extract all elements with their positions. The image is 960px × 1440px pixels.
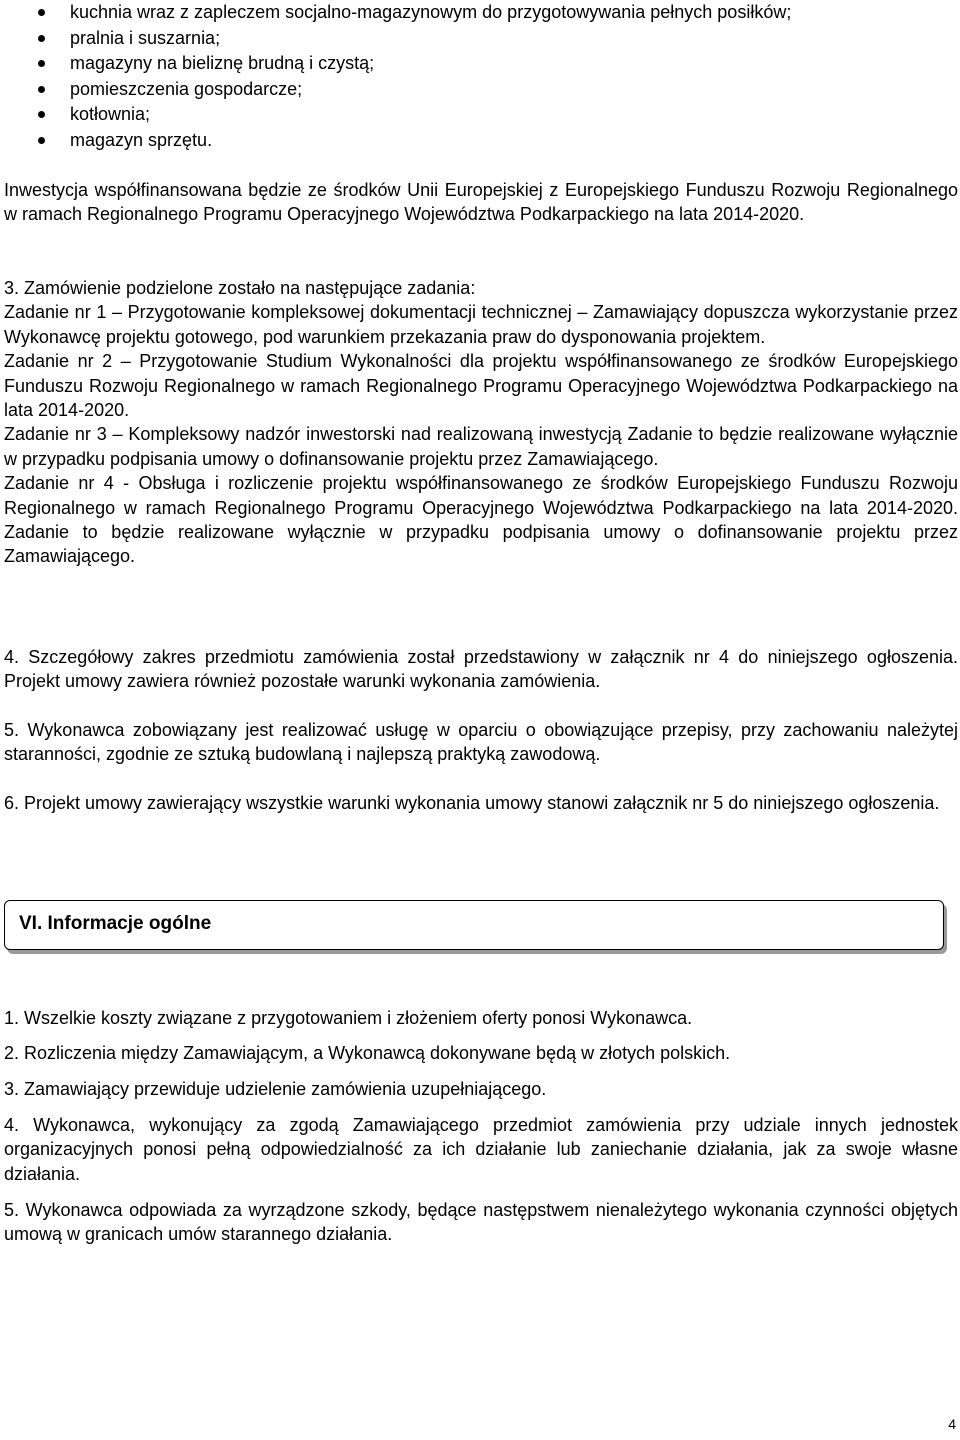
item-5-paragraph: 5. Wykonawca zobowiązany jest realizować usługę w oparciu o obowiązujące przepisy, przy zachowaniu należytej staranności, zgodnie ze sztuką budowlaną i najlepszą praktyką zawodową. xyxy=(4,720,958,765)
task-4-paragraph: Zadanie nr 4 - Obsługa i rozliczenie projektu współfinansowanego ze środków Europejskiego Funduszu Rozwoju Regionalnego w ramach Regionalnego Programu Operacyjnego Województwa Podkarpackiego na lata 2014-2020. Zadanie to będzie realizowane wyłącznie w przypadku podpisania umowy o dofinansowanie projektu przez Zamawiającego. xyxy=(4,473,958,567)
page-number: 4 xyxy=(948,1416,956,1432)
list-item: kotłownia; xyxy=(4,102,958,128)
bullet-icon xyxy=(38,9,45,16)
bullet-icon xyxy=(38,86,45,93)
section-title: VI. Informacje ogólne xyxy=(19,913,212,934)
investment-paragraph: Inwestycja współfinansowana będzie ze środków Unii Europejskiej z Europejskiego Funduszu Rozwoju Regionalnego w ramach Regionalnego Programu Operacyjnego Województwa Podkarpackiego na lata 2014-2020. xyxy=(4,180,958,225)
section-heading-box xyxy=(4,900,944,950)
list-item: magazyny na bieliznę brudną i czystą; xyxy=(4,51,958,77)
task-1-paragraph: Zadanie nr 1 – Przygotowanie kompleksowej dokumentacji technicznej – Zamawiający dopuszcza wykorzystanie przez Wykonawcę projektu gotowego, pod warunkiem przekazania praw do dysponowania projektem. xyxy=(4,302,958,347)
item-6-paragraph: 6. Projekt umowy zawierający wszystkie warunki wykonania umowy stanowi załącznik nr 5 do niniejszego ogłoszenia. xyxy=(4,793,940,813)
list-item: pralnia i suszarnia; xyxy=(4,26,958,52)
list-item: magazyn sprzętu. xyxy=(4,128,958,154)
task-2-paragraph: Zadanie nr 2 – Przygotowanie Studium Wykonalności dla projektu współfinansowanego ze środków Europejskiego Funduszu Rozwoju Regionalnego w ramach Regionalnego Programu Operacyjnego Województwa Podkarpackiego na lata 2014-2020. xyxy=(4,351,958,421)
bullet-icon xyxy=(38,111,45,118)
tasks-heading: 3. Zamówienie podzielone zostało na następujące zadania: xyxy=(4,278,476,298)
general-item-5: 5. Wykonawca odpowiada za wyrządzone szkody, będące następstwem nienależytego wykonania czynności objętych umową w granicach umów starannego działania. xyxy=(4,1200,958,1245)
task-3-paragraph: Zadanie nr 3 – Kompleksowy nadzór inwestorski nad realizowaną inwestycją Zadanie to będzie realizowane wyłącznie w przypadku podpisania umowy o dofinansowanie projektu przez Zamawiającego. xyxy=(4,424,958,469)
general-item-4: 4. Wykonawca, wykonujący za zgodą Zamawiającego przedmiot zamówienia przy udziale innych jednostek organizacyjnych ponosi pełną odpowiedzialność za ich działanie lub zaniechanie działania, jak za swoje własne działania. xyxy=(4,1115,958,1184)
general-item-3: 3. Zamawiający przewiduje udzielenie zamówienia uzupełniającego. xyxy=(4,1079,547,1099)
list-item: pomieszczenia gospodarcze; xyxy=(4,77,958,103)
general-item-2: 2. Rozliczenia między Zamawiającym, a Wykonawcą dokonywane będą w złotych polskich. xyxy=(4,1043,731,1063)
tasks-block xyxy=(4,276,958,569)
list-item: kuchnia wraz z zapleczem socjalno-magazynowym do przygotowywania pełnych posiłków; xyxy=(4,0,958,26)
general-item-1: 1. Wszelkie koszty związane z przygotowaniem i złożeniem oferty ponosi Wykonawca. xyxy=(4,1008,693,1028)
bullet-icon xyxy=(38,60,45,67)
bullet-icon xyxy=(38,35,45,42)
item-4-paragraph: 4. Szczegółowy zakres przedmiotu zamówienia został przedstawiony w załącznik nr 4 do niniejszego ogłoszenia. Projekt umowy zawiera również pozostałe warunki wykonania zamówienia. xyxy=(4,647,958,692)
facility-bullet-list xyxy=(4,0,958,154)
bullet-icon xyxy=(38,137,45,144)
